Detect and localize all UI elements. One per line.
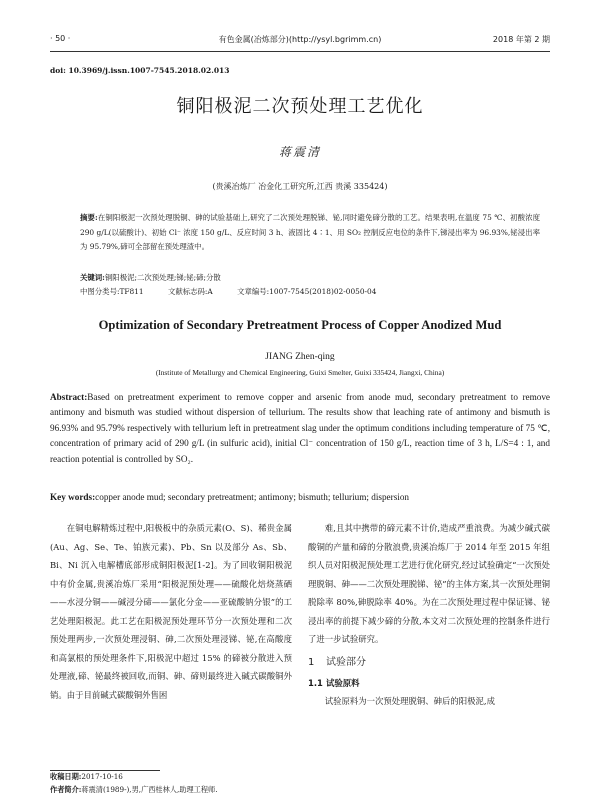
body-right-column xyxy=(308,519,550,710)
author-bio-text: 蒋震清(1989-),男,广西桂林人,助理工程师. xyxy=(81,785,218,794)
english-author: JIANG Zhen-qing xyxy=(265,352,335,362)
chinese-abstract-text: 在铜阳极泥一次预处理脱铜、砷的试验基础上,研究了二次预处理脱锑、铋,同时避免碲分散的工艺。结果表明,在温度 75 ℃、初酸浓度 290 g/L(以硫酸计)、初始 Cl⁻ 浓度 150 g/L、反应时间 3 h、液固比 4∶1、用 SO₂ 控制反应电位的条件下,锑浸出率为 96.93%,铋浸出率为 95.79%,碲可全部留在预处理渣中。 xyxy=(80,213,540,252)
chinese-keywords-text: 铜阳极泥;二次预处理;锑;铋;碲;分散 xyxy=(104,273,221,282)
footnote-received xyxy=(50,772,123,782)
body-paragraph: 难,且其中携带的碲元素不计价,造成严重浪费。为减少碱式碳酸铜的产量和碲的分散浪费,贵溪冶炼厂于 2014 年至 2015 年组织人员对阳极泥预处理工艺进行优化研究,经过试验确定“一次预处理脱铜、砷——二次预处理脱锑、铋”的主体方案,其一次预处理铜脱除率 80%,砷脱除率 40%。为在二次预处理过程中保证锑、铋浸出率的前提下减少碲的分散,本文对二次预处理的控制条件进行了进一步试验研究。 xyxy=(308,523,550,644)
chinese-abstract xyxy=(80,211,540,255)
english-abstract xyxy=(50,390,550,467)
article-number: 文章编号:1007-7545(2018)02-0050-04 xyxy=(237,287,377,296)
class-number: 中图分类号:TF811 xyxy=(80,287,144,296)
header-rule xyxy=(50,51,550,52)
journal-name: 有色金属(冶炼部分)(http://ysyl.bgrimm.cn) xyxy=(218,35,382,44)
chinese-author: 蒋震清 xyxy=(278,145,321,159)
body-left-column xyxy=(50,519,292,704)
english-keywords-text: copper anode mud; secondary pretreatment; antimony; bismuth; tellurium; dispersion xyxy=(95,492,410,502)
section-heading xyxy=(308,652,550,674)
english-keywords xyxy=(50,492,550,502)
page-number: · 50 · xyxy=(50,34,71,43)
section-title: 试验部分 xyxy=(326,656,366,668)
section-number: 1 xyxy=(308,656,315,668)
subsection-number: 1.1 xyxy=(308,677,323,688)
chinese-abstract-label: 摘要: xyxy=(80,213,98,222)
english-abstract-text: Based on pretreatment experiment to remove copper and arsenic from anode mud, secondary pretreatment to remove antimony and bismuth was studied without dispersion of tellurium. The results show that leaching rate of antimony and bismuth is 96.93% and 95.79% respectively with tellurium left in pretreatment slag under the optimum conditions including temperature of 75 ℃, concentration of primary acid of 290 g/L (in sulfuric acid), initial Cl⁻ concentration of 150 g/L, reaction time of 3 h, L/S=4 : 1, and reaction potential is controlled by SO₂. xyxy=(50,392,550,464)
english-abstract-label: Abstract: xyxy=(50,392,88,402)
subsection-title: 试验原料 xyxy=(326,677,360,688)
english-affiliation: (Institute of Metallurgy and Chemical Engineering, Guixi Smelter, Guixi 335424, Jiangxi, China) xyxy=(155,368,445,377)
author-bio-label: 作者简介: xyxy=(50,785,82,794)
chinese-title: 铜阳极泥二次预处理工艺优化 xyxy=(176,96,424,117)
document-code: 文献标志码:A xyxy=(167,287,213,296)
footnote-rule xyxy=(50,770,160,771)
doi: doi: 10.3969/j.issn.1007-7545.2018.02.013 xyxy=(50,66,230,75)
chinese-affiliation: (贵溪冶炼厂 冶金化工研究所,江西 贵溪 335424) xyxy=(212,182,388,191)
english-keywords-label: Key words: xyxy=(50,492,96,502)
chinese-keywords xyxy=(80,272,540,283)
received-label: 收稿日期: xyxy=(50,772,82,781)
english-title: Optimization of Secondary Pretreatment Process of Copper Anodized Mud xyxy=(98,318,502,332)
running-header xyxy=(50,34,550,46)
body-paragraph: 在铜电解精炼过程中,阳极板中的杂质元素(O、S)、稀贵金属(Au、Ag、Se、Te、铂族元素)、Pb、Sn 以及部分 As、Sb、Bi、Ni 沉入电解槽底部形成铜阳极泥[1-2]。为了回收铜阳极泥中有价金属,贵溪冶炼厂采用“阳极泥预处理——硫酸化焙烧蒸硒——水浸分铜——碱浸分碲——氯化分金——亚硫酸钠分银”的工艺处理阳极泥。此工艺在阳极泥预处理环节分一次预处理和二次预处理两步,一次预处理浸铜、砷,二次预处理浸锑、铋,在高酸度和高氯根的预处理条件下,阳极泥中超过 15% 的碲被分散进入预处理液,碲、铋最终被回收,而铜、砷、碲则最终进入碱式碳酸铜外销。由于目前碱式碳酸铜外售困 xyxy=(50,523,292,700)
issue-label: 2018 年第 2 期 xyxy=(492,35,550,44)
subsection-heading xyxy=(308,674,550,692)
footnote-author-bio xyxy=(50,785,218,795)
classification-line xyxy=(80,286,540,297)
received-date: 2017-10-16 xyxy=(81,772,123,781)
body-paragraph: 试验原料为一次预处理脱铜、砷后的阳极泥,成 xyxy=(324,695,495,706)
chinese-keywords-label: 关键词: xyxy=(80,273,105,282)
